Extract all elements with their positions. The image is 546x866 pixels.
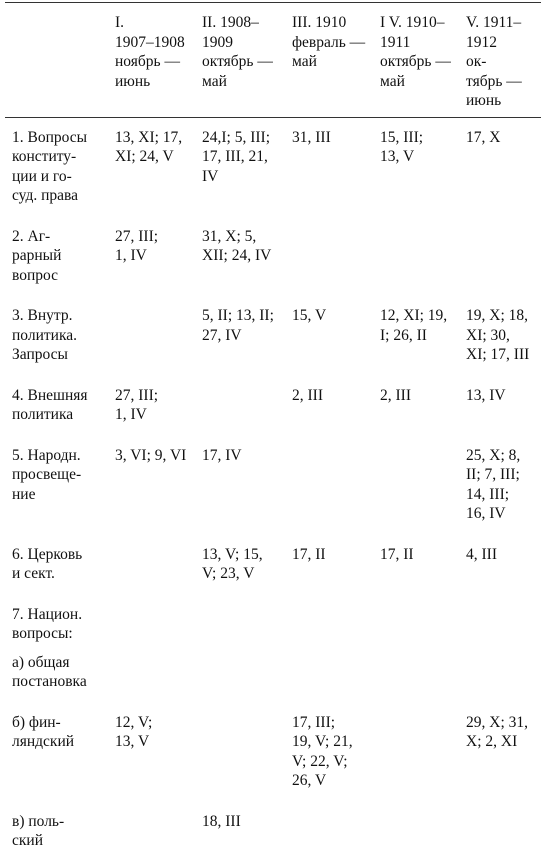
header-session-1: I. 1907–1908 ноябрь — июнь bbox=[108, 3, 195, 118]
table-cell: 15, III; 13, V bbox=[380, 128, 424, 165]
table-cell bbox=[195, 647, 285, 707]
table-cell bbox=[108, 806, 195, 866]
table-cell bbox=[373, 440, 459, 539]
table-cell bbox=[459, 806, 541, 866]
row-topic-cell: 2. Аг- рарный вопрос bbox=[12, 227, 62, 284]
row-topic-cell: 7. Национ. вопросы: bbox=[12, 605, 83, 642]
table-cell bbox=[285, 599, 373, 647]
header-corner-cell bbox=[5, 3, 108, 118]
table-cell: 31, III bbox=[292, 128, 331, 146]
table-row bbox=[5, 707, 541, 806]
table-row bbox=[5, 380, 541, 440]
header-session-2: II. 1908– 1909 октябрь — май bbox=[195, 3, 285, 118]
row-topic-cell: а) общая постановка bbox=[12, 653, 87, 690]
table-cell: 25, X; 8, II; 7, III; 14, III; 16, IV bbox=[466, 446, 521, 522]
table-cell: 19, X; 18, XI; 30, XI; 17, III bbox=[466, 307, 530, 363]
table-cell: 27, III; 1, IV bbox=[115, 386, 159, 423]
row-topic-cell: б) фин- ляндский bbox=[12, 713, 75, 750]
table-cell: 17, X bbox=[466, 128, 501, 146]
row-topic-cell: 3. Внутр. политика. Запросы bbox=[12, 307, 77, 363]
table-cell bbox=[108, 647, 195, 707]
table-cell: 12, XI; 19, I; 26, II bbox=[380, 307, 448, 344]
table-cell: 17, IV bbox=[202, 446, 242, 464]
table-row bbox=[5, 647, 541, 707]
header-session-4: I V. 1910– 1911 октябрь — май bbox=[373, 3, 459, 118]
table-cell bbox=[285, 647, 373, 707]
row-topic-cell: 5. Народн. просвеще- ние bbox=[12, 446, 82, 503]
table-cell: 17, III; 19, V; 21, V; 22, V; 26, V bbox=[292, 713, 353, 789]
table-cell: 2, III bbox=[292, 386, 323, 404]
table-cell bbox=[373, 806, 459, 866]
table-cell bbox=[373, 599, 459, 647]
table-cell: 13, IV bbox=[466, 386, 506, 404]
table-cell: 2, III bbox=[380, 386, 411, 404]
duma-sessions-table bbox=[5, 2, 541, 866]
table-cell: 17, II bbox=[292, 545, 326, 563]
row-topic-cell: в) поль- ский bbox=[12, 812, 65, 849]
table-cell bbox=[459, 599, 541, 647]
table-row bbox=[5, 300, 541, 380]
row-topic-cell: 4. Внешняя политика bbox=[12, 386, 88, 423]
table-cell: 13, V; 15, V; 23, V bbox=[202, 545, 263, 582]
table-cell: 12, V; 13, V bbox=[115, 713, 153, 750]
table-cell bbox=[108, 539, 195, 599]
header-session-3: III. 1910 февраль — май bbox=[285, 3, 373, 118]
table-cell bbox=[195, 599, 285, 647]
table-row bbox=[5, 539, 541, 599]
table-cell: 24,I; 5, III; 17, III, 21, IV bbox=[202, 128, 271, 185]
table-row bbox=[5, 599, 541, 647]
table-cell: 31, X; 5, XII; 24, IV bbox=[202, 227, 272, 264]
table-cell bbox=[285, 806, 373, 866]
table-cell bbox=[108, 599, 195, 647]
table-cell: 5, II; 13, II; 27, IV bbox=[202, 307, 274, 344]
table-cell bbox=[459, 647, 541, 707]
table-header-row bbox=[5, 3, 541, 118]
table-row bbox=[5, 117, 541, 221]
table-cell bbox=[285, 440, 373, 539]
header-session-5: V. 1911– 1912 ок- тябрь — июнь bbox=[459, 3, 541, 118]
table-cell: 15, V bbox=[292, 307, 327, 324]
table-cell: 29, X; 31, X; 2, XI bbox=[466, 713, 528, 750]
table-cell bbox=[195, 380, 285, 440]
table-cell bbox=[373, 221, 459, 301]
row-topic-cell: 1. Вопросы конститу- ции и го- суд. права bbox=[12, 128, 88, 204]
table-cell bbox=[373, 707, 459, 806]
table-cell: 3, VI; 9, VI bbox=[115, 446, 187, 464]
table-cell bbox=[195, 707, 285, 806]
table-cell: 27, III; 1, IV bbox=[115, 227, 159, 264]
table-cell: 13, XI; 17, XI; 24, V bbox=[115, 128, 183, 165]
table-cell bbox=[285, 221, 373, 301]
table-row bbox=[5, 440, 541, 539]
table-cell bbox=[459, 221, 541, 301]
table-cell: 18, III bbox=[202, 812, 241, 830]
table-cell: 4, III bbox=[466, 545, 497, 563]
table-cell bbox=[108, 300, 195, 380]
table-row bbox=[5, 221, 541, 301]
table-row bbox=[5, 806, 541, 866]
table-cell: 17, II bbox=[380, 545, 414, 563]
row-topic-cell: 6. Церковь и сект. bbox=[12, 545, 83, 582]
table-cell bbox=[373, 647, 459, 707]
